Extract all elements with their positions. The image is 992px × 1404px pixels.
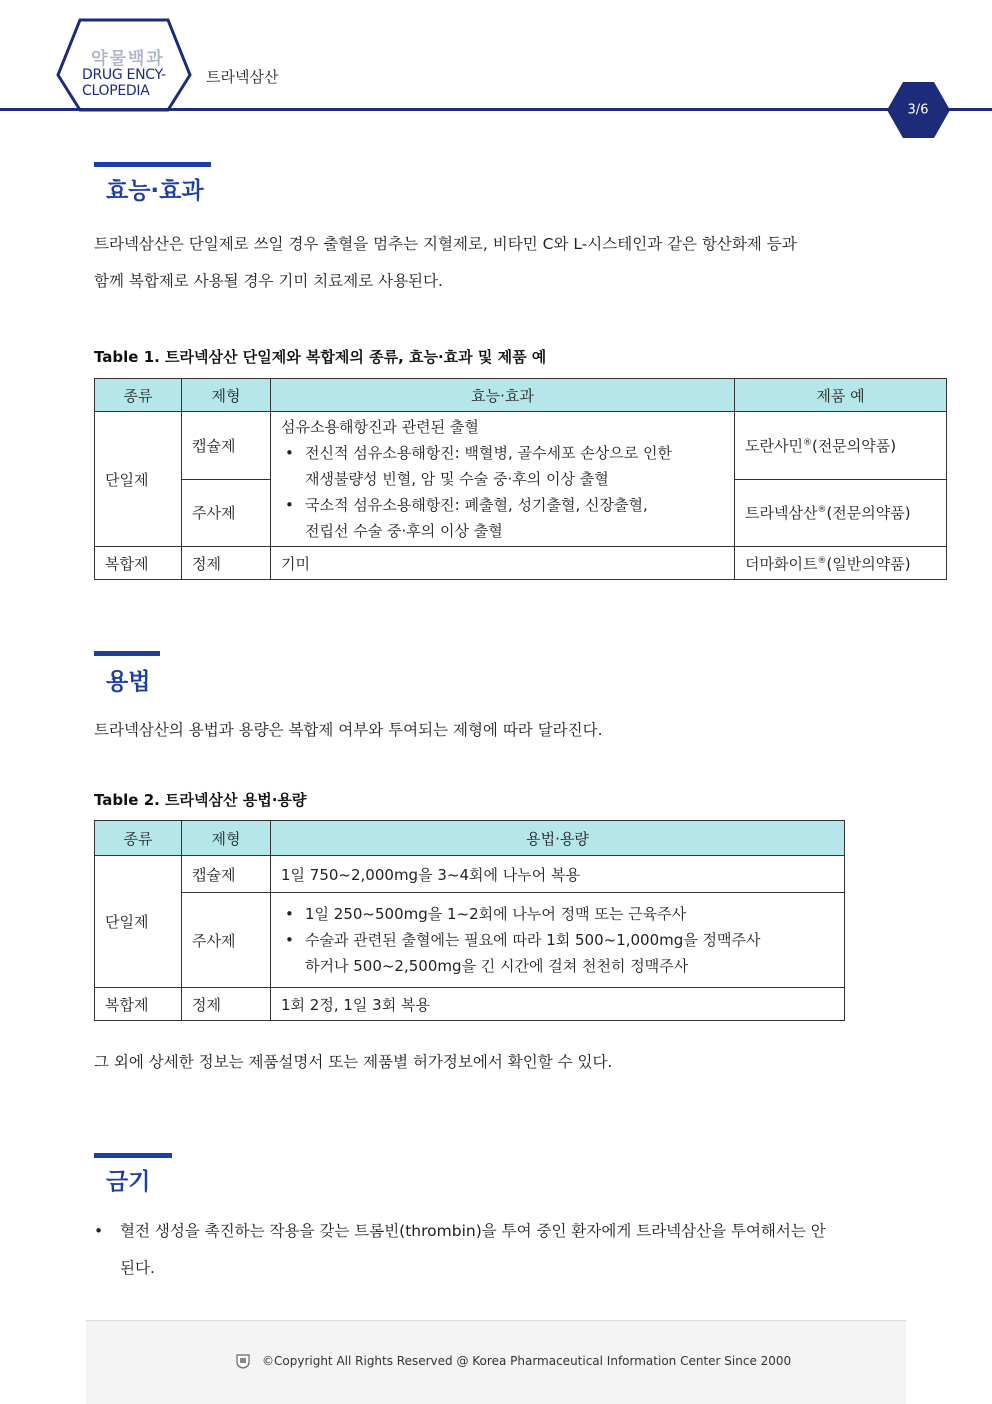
table2-cell-single: 단일제 (95, 856, 182, 988)
registered-mark: ® (802, 437, 812, 448)
effect-b1-line1: • 전신적 섬유소용해항진: 백혈병, 골수세포 손상으로 인한 (305, 444, 672, 462)
dosage-paragraph: 트라넥삼산의 용법과 용량은 복합제 여부와 투여되는 제형에 따라 달라진다. (94, 721, 603, 739)
registered-mark: ® (817, 505, 827, 516)
table1-cell-product-combo (735, 547, 947, 580)
section-title-effects: 효능·효과 (106, 178, 204, 204)
registered-mark: ® (817, 555, 827, 566)
table2-cell-tablet: 정제 (182, 988, 271, 1021)
product-type: (전문의약품) (811, 436, 897, 455)
table1-header-type: 종류 (95, 379, 182, 412)
table2-header-type: 종류 (95, 821, 182, 856)
effect-b2-line2: 전립선 수술 중·후의 이상 출혈 (305, 522, 503, 540)
effect-b2-line1: • 국소적 섬유소용해항진: 폐출혈, 성기출혈, 신장출혈, (305, 496, 648, 514)
table2 (94, 820, 845, 1021)
bullet-icon: • (94, 1222, 104, 1240)
table1-cell-combo-effect: 기미 (271, 547, 735, 580)
shield-icon (236, 1354, 250, 1369)
table1-header-row (95, 379, 947, 412)
section-bar-contraindications (94, 1153, 172, 1158)
injection-dose-list (281, 901, 834, 979)
table1-header-effect: 효능·효과 (271, 379, 735, 412)
table-row (95, 412, 947, 480)
contraindication-line1: 혈전 생성을 촉진하는 작용을 갖는 트롬빈(thrombin)을 투여 중인 환자에게 트라넥삼산을 투여해서는 안 (120, 1222, 826, 1240)
table1-cell-combo: 복합제 (95, 547, 182, 580)
table2-cell-injection-dose (271, 893, 845, 988)
table2-cell-combo-dose: 1회 2정, 1일 3회 복용 (271, 988, 845, 1021)
logo-english-line1: DRUG ENCY- (82, 67, 166, 83)
table-row (95, 856, 845, 893)
logo-english-line2: CLOPEDIA (82, 83, 150, 99)
logo-korean: 약물백과 (91, 49, 165, 69)
table1-cell-effect (271, 412, 735, 547)
list-item (281, 492, 724, 544)
additional-info-paragraph: 그 외에 상세한 정보는 제품설명서 또는 제품별 허가정보에서 확인할 수 있다. (94, 1053, 613, 1071)
inj-b2-line1: • 수술과 관련된 출혈에는 필요에 따라 1회 500~1,000mg을 정맥주사 (305, 931, 761, 949)
section-bar-effects (94, 162, 211, 167)
section-title-contraindications: 금기 (106, 1169, 151, 1195)
table1-cell-tablet: 정제 (182, 547, 271, 580)
inj-b1: • 1일 250~500mg을 1~2회에 나누어 정맥 또는 근육주사 (305, 905, 687, 923)
table1-cell-single: 단일제 (95, 412, 182, 547)
product-type: (전문의약품) (826, 504, 911, 523)
effect-list (281, 440, 724, 544)
table1-cell-capsule: 캡슐제 (182, 412, 271, 480)
list-item (281, 901, 834, 927)
logo-english (82, 67, 166, 99)
table2-header-form: 제형 (182, 821, 271, 856)
effect-b1-line2: 재생불량성 빈혈, 암 및 수술 중·후의 이상 출혈 (305, 470, 609, 488)
table2-cell-injection: 주사제 (182, 893, 271, 988)
effects-paragraph-line1: 트라넥삼산은 단일제로 쓰일 경우 출혈을 멈추는 지혈제로, 비타민 C와 L-시스테인과 같은 항산화제 등과 (94, 235, 797, 253)
table1-cell-injection: 주사제 (182, 479, 271, 547)
contraindication-item (94, 1213, 904, 1287)
section-bar-dosage (94, 651, 160, 656)
table-row (95, 988, 845, 1021)
inj-b2-line2: 하거나 500~2,500mg을 긴 시간에 걸쳐 천천히 정맥주사 (305, 957, 689, 975)
table2-cell-capsule-dose: 1일 750~2,000mg을 3~4회에 나누어 복용 (271, 856, 845, 893)
effect-intro: 섬유소용해항진과 관련된 출혈 (281, 418, 479, 436)
list-item (281, 440, 724, 492)
list-item (281, 927, 834, 979)
table2-caption: Table 2. 트라넥삼산 용법·용량 (94, 791, 307, 809)
product-name: 더마화이트 (745, 554, 818, 573)
contraindication-line2: 된다. (120, 1259, 155, 1277)
table2-cell-combo: 복합제 (95, 988, 182, 1021)
table2-header-dosage: 용법·용량 (271, 821, 845, 856)
table1-header-product: 제품 예 (735, 379, 947, 412)
table-row (95, 893, 845, 988)
table1-header-form: 제형 (182, 379, 271, 412)
effects-paragraph (94, 226, 904, 300)
table1-caption: Table 1. 트라넥삼산 단일제와 복합제의 종류, 효능·효과 및 제품 예 (94, 348, 547, 366)
table1-cell-product-capsule (735, 412, 947, 480)
section-title-dosage: 용법 (106, 669, 151, 695)
table1-cell-product-injection (735, 479, 947, 547)
effects-paragraph-line2: 함께 복합제로 사용될 경우 기미 치료제로 사용된다. (94, 272, 443, 290)
page-number: 3/6 (907, 102, 929, 118)
table2-cell-capsule: 캡슐제 (182, 856, 271, 893)
table2-header-row (95, 821, 845, 856)
table-row (95, 547, 947, 580)
footer-copyright: ©Copyright All Rights Reserved @ Korea Pharmaceutical Information Center Since 2000 (262, 1354, 792, 1368)
product-name: 도란사민 (745, 436, 803, 455)
header-rule (0, 108, 992, 111)
product-name: 트라넥삼산 (745, 504, 818, 523)
header-title: 트라넥삼산 (206, 68, 279, 86)
table1 (94, 378, 947, 580)
product-type: (일반의약품) (826, 554, 911, 573)
